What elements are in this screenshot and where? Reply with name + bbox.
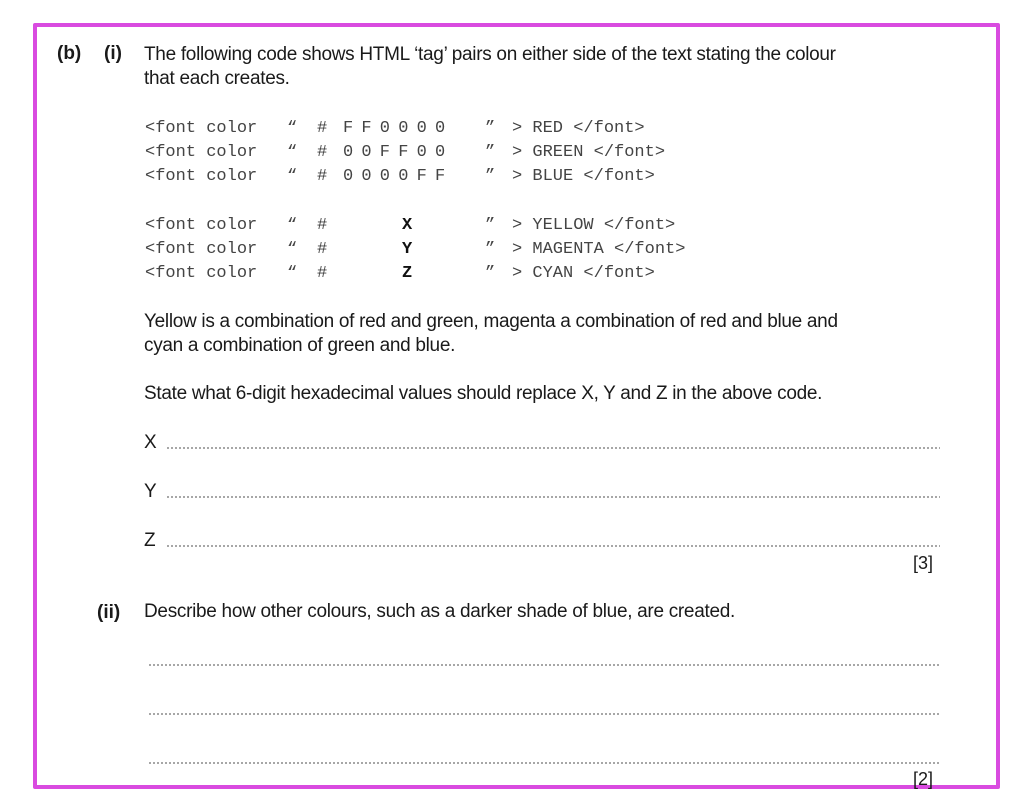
code-line [145, 165, 745, 189]
subpart-ii-label: (ii) [97, 602, 121, 623]
code-suffix: > YELLOW </font> [512, 216, 676, 235]
code-open-quote: “ [287, 167, 298, 186]
instruction-text: State what 6-digit hexadecimal values should replace X, Y and Z in the above code. [144, 383, 823, 404]
answer-ii-line-1 [148, 664, 940, 666]
code-value: 0 0 0 0 F F [343, 167, 446, 186]
code-prefix: <font color [145, 119, 258, 138]
code-prefix: <font color [145, 240, 258, 259]
code-placeholder-x: X [402, 216, 413, 235]
code-suffix: > MAGENTA </font> [512, 240, 686, 259]
code-suffix: > BLUE </font> [512, 167, 655, 186]
code-hash: # [317, 264, 328, 283]
code-line [145, 141, 745, 165]
code-line [145, 117, 745, 141]
code-hash: # [317, 240, 328, 259]
code-suffix: > CYAN </font> [512, 264, 655, 283]
code-line [145, 238, 765, 262]
code-close-quote: ” [485, 216, 496, 235]
answer-line-x [166, 447, 940, 449]
subpart-i-label: (i) [104, 43, 122, 64]
answer-ii-line-3 [148, 762, 940, 764]
code-hash: # [317, 216, 328, 235]
answer-label-x: X [144, 432, 157, 453]
code-close-quote: ” [485, 264, 496, 283]
code-placeholder-y: Y [402, 240, 413, 259]
answer-label-z: Z [144, 530, 156, 551]
code-open-quote: “ [287, 119, 298, 138]
intro-line-1: The following code shows HTML ‘tag’ pairs on either side of the text stating the colour [144, 44, 836, 65]
code-close-quote: ” [485, 240, 496, 259]
code-hash: # [317, 167, 328, 186]
answer-label-y: Y [144, 481, 157, 502]
code-close-quote: ” [485, 143, 496, 162]
code-hash: # [317, 119, 328, 138]
answer-line-y [166, 496, 940, 498]
code-prefix: <font color [145, 216, 258, 235]
marks-i: [3] [913, 553, 934, 573]
answer-line-z [166, 545, 940, 547]
code-close-quote: ” [485, 119, 496, 138]
answer-ii-line-2 [148, 713, 940, 715]
explanation-line-1: Yellow is a combination of red and green, magenta a combination of red and blue and [144, 311, 838, 332]
code-open-quote: “ [287, 143, 298, 162]
question-ii-text: Describe how other colours, such as a darker shade of blue, are created. [144, 601, 735, 622]
code-value: F F 0 0 0 0 [343, 119, 446, 138]
code-hash: # [317, 143, 328, 162]
part-label: (b) [57, 43, 82, 64]
code-open-quote: “ [287, 264, 298, 283]
code-open-quote: “ [287, 240, 298, 259]
code-line [145, 262, 765, 286]
code-line [145, 214, 765, 238]
code-open-quote: “ [287, 216, 298, 235]
code-value: 0 0 F F 0 0 [343, 143, 446, 162]
code-prefix: <font color [145, 264, 258, 283]
code-placeholder-z: Z [402, 264, 413, 283]
code-prefix: <font color [145, 167, 258, 186]
code-close-quote: ” [485, 167, 496, 186]
marks-ii: [2] [913, 769, 934, 789]
code-suffix: > GREEN </font> [512, 143, 666, 162]
code-suffix: > RED </font> [512, 119, 645, 138]
code-prefix: <font color [145, 143, 258, 162]
explanation-line-2: cyan a combination of green and blue. [144, 335, 456, 356]
intro-line-2: that each creates. [144, 68, 290, 89]
